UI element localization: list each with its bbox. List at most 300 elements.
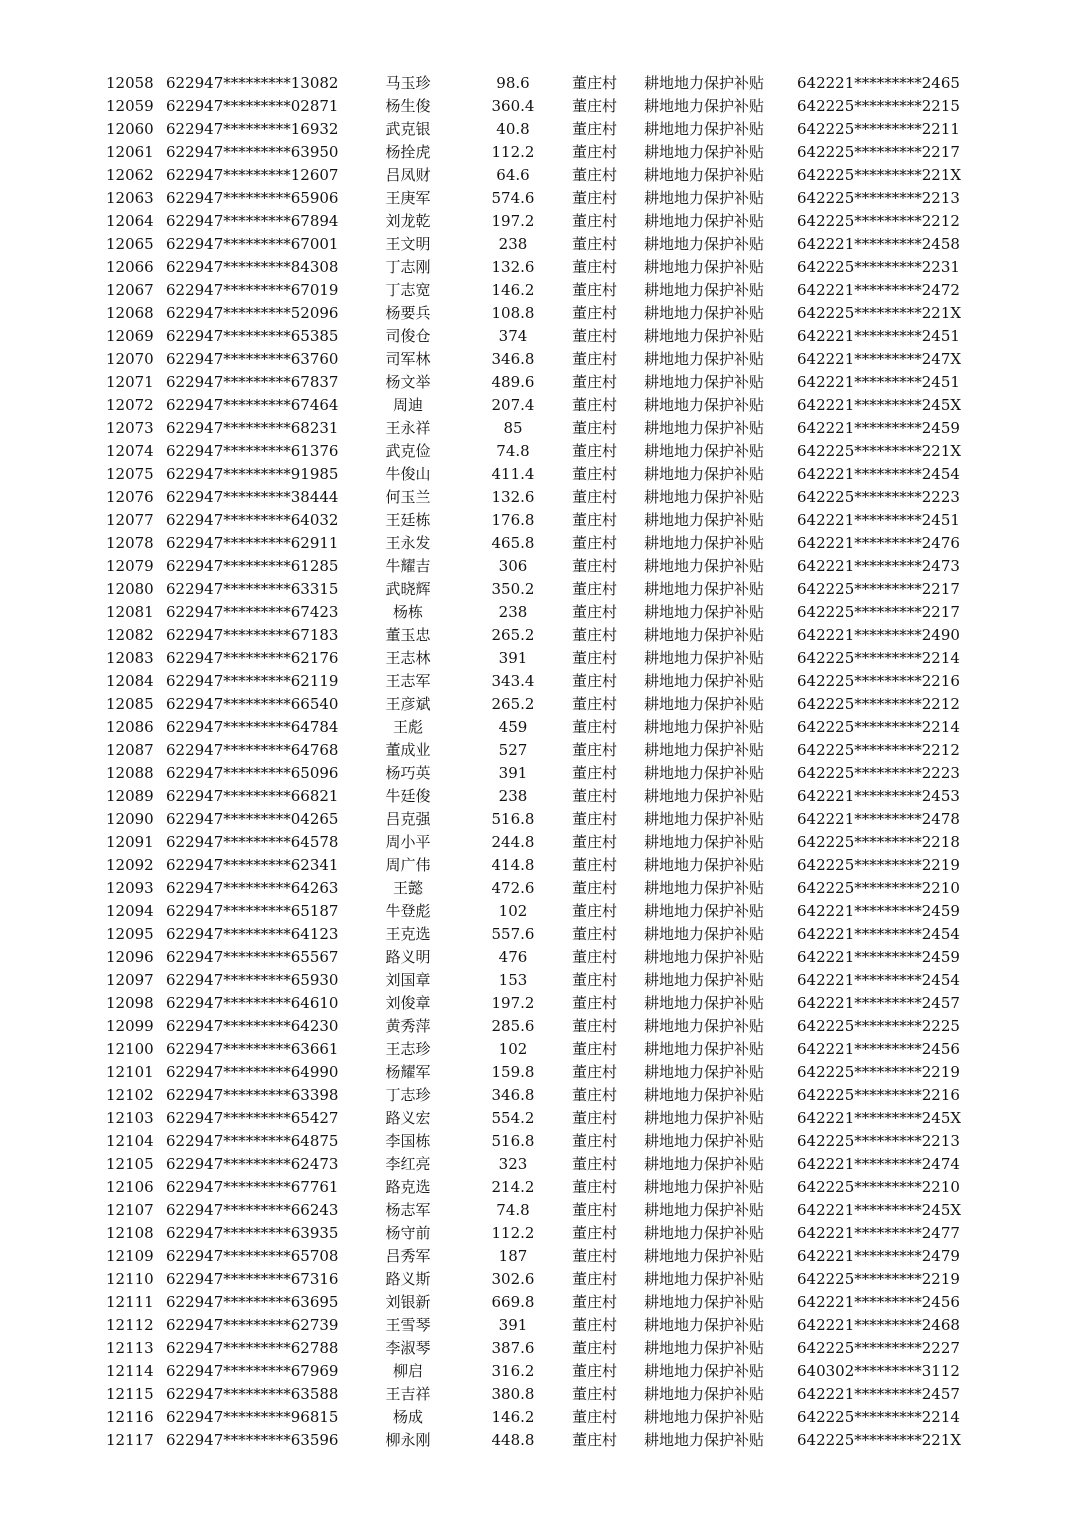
recipient-name: 牛俊山 [385,465,431,483]
table-row [0,578,1074,601]
id-card-number: 642221*********2479 [797,1247,960,1265]
subsidy-program: 耕地地力保护补贴 [644,74,765,92]
id-card-number: 642221*********2459 [797,948,960,966]
subsidy-program: 耕地地力保护补贴 [644,120,765,138]
bank-account-number: 622947*********63760 [166,350,339,368]
row-sequence-number: 12093 [106,879,154,897]
bank-account-number: 622947*********65906 [166,189,339,207]
bank-account-number: 622947*********61376 [166,442,339,460]
village-name: 董庄村 [572,1408,618,1426]
recipient-name: 李国栋 [385,1132,431,1150]
subsidy-amount: 516.8 [491,1132,535,1150]
id-card-number: 642225*********2212 [797,212,960,230]
row-sequence-number: 12111 [106,1293,154,1311]
table-row [0,210,1074,233]
village-name: 董庄村 [572,971,618,989]
village-name: 董庄村 [572,626,618,644]
subsidy-program: 耕地地力保护补贴 [644,1431,765,1449]
id-card-number: 642221*********2457 [797,994,960,1012]
subsidy-amount: 669.8 [491,1293,535,1311]
bank-account-number: 622947*********63315 [166,580,339,598]
subsidy-amount: 153 [498,971,528,989]
table-row [0,1038,1074,1061]
row-sequence-number: 12107 [106,1201,154,1219]
subsidy-program: 耕地地力保护补贴 [644,1385,765,1403]
subsidy-amount: 40.8 [496,120,530,138]
bank-account-number: 622947*********67761 [166,1178,339,1196]
table-row [0,624,1074,647]
id-card-number: 642225*********2210 [797,879,960,897]
recipient-name: 王志军 [385,672,431,690]
subsidy-amount: 285.6 [491,1017,535,1035]
subsidy-amount: 411.4 [491,465,535,483]
village-name: 董庄村 [572,350,618,368]
bank-account-number: 622947*********61285 [166,557,339,575]
table-row [0,877,1074,900]
row-sequence-number: 12080 [106,580,154,598]
id-card-number: 642221*********2458 [797,235,960,253]
bank-account-number: 622947*********66540 [166,695,339,713]
subsidy-program: 耕地地力保护补贴 [644,1017,765,1035]
subsidy-amount: 146.2 [491,281,535,299]
bank-account-number: 622947*********67837 [166,373,339,391]
bank-account-number: 622947*********63661 [166,1040,339,1058]
subsidy-amount: 102 [498,902,528,920]
subsidy-amount: 64.6 [496,166,530,184]
village-name: 董庄村 [572,396,618,414]
bank-account-number: 622947*********96815 [166,1408,339,1426]
subsidy-amount: 391 [498,649,528,667]
row-sequence-number: 12061 [106,143,154,161]
subsidy-amount: 238 [498,787,528,805]
subsidy-amount: 74.8 [496,1201,530,1219]
subsidy-amount: 302.6 [491,1270,535,1288]
subsidy-amount: 85 [503,419,523,437]
recipient-name: 武克银 [385,120,431,138]
recipient-name: 杨拴虎 [385,143,431,161]
row-sequence-number: 12114 [106,1362,154,1380]
village-name: 董庄村 [572,1017,618,1035]
bank-account-number: 622947*********65427 [166,1109,339,1127]
recipient-name: 周迪 [392,396,423,414]
id-card-number: 642221*********2456 [797,1040,960,1058]
subsidy-amount: 489.6 [491,373,535,391]
village-name: 董庄村 [572,327,618,345]
subsidy-amount: 187 [498,1247,528,1265]
subsidy-amount: 132.6 [491,488,535,506]
id-card-number: 642221*********2490 [797,626,960,644]
id-card-number: 642225*********221X [797,166,962,184]
recipient-name: 路义宏 [385,1109,431,1127]
id-card-number: 642221*********2451 [797,327,960,345]
subsidy-program: 耕地地力保护补贴 [644,396,765,414]
bank-account-number: 622947*********64032 [166,511,339,529]
subsidy-program: 耕地地力保护补贴 [644,166,765,184]
id-card-number: 642225*********221X [797,1431,962,1449]
bank-account-number: 622947*********65567 [166,948,339,966]
subsidy-program: 耕地地力保护补贴 [644,580,765,598]
table-row [0,923,1074,946]
recipient-name: 王永祥 [385,419,431,437]
village-name: 董庄村 [572,1086,618,1104]
village-name: 董庄村 [572,1178,618,1196]
id-card-number: 642225*********2217 [797,143,960,161]
table-row [0,1383,1074,1406]
village-name: 董庄村 [572,488,618,506]
village-name: 董庄村 [572,695,618,713]
bank-account-number: 622947*********63588 [166,1385,339,1403]
id-card-number: 642225*********2217 [797,580,960,598]
subsidy-amount: 112.2 [491,143,535,161]
id-card-number: 642221*********2454 [797,465,960,483]
subsidy-program: 耕地地力保护补贴 [644,557,765,575]
recipient-name: 吕克强 [385,810,431,828]
id-card-number: 642225*********2231 [797,258,960,276]
subsidy-amount: 414.8 [491,856,535,874]
row-sequence-number: 12085 [106,695,154,713]
recipient-name: 杨生俊 [385,97,431,115]
subsidy-amount: 238 [498,603,528,621]
subsidy-program: 耕地地力保护补贴 [644,879,765,897]
subsidy-program: 耕地地力保护补贴 [644,419,765,437]
table-row [0,647,1074,670]
subsidy-amount: 527 [498,741,528,759]
id-card-number: 642225*********2218 [797,833,960,851]
subsidy-program: 耕地地力保护补贴 [644,948,765,966]
recipient-name: 董成业 [385,741,431,759]
table-row [0,118,1074,141]
row-sequence-number: 12091 [106,833,154,851]
table-row [0,693,1074,716]
bank-account-number: 622947*********65187 [166,902,339,920]
id-card-number: 642225*********2227 [797,1339,960,1357]
id-card-number: 640302*********3112 [797,1362,960,1380]
table-row [0,739,1074,762]
subsidy-amount: 554.2 [491,1109,535,1127]
table-row [0,302,1074,325]
row-sequence-number: 12059 [106,97,154,115]
bank-account-number: 622947*********67001 [166,235,339,253]
id-card-number: 642225*********2216 [797,1086,960,1104]
id-card-number: 642221*********245X [797,1201,962,1219]
bank-account-number: 622947*********65096 [166,764,339,782]
bank-account-number: 622947*********62788 [166,1339,339,1357]
subsidy-amount: 238 [498,235,528,253]
row-sequence-number: 12090 [106,810,154,828]
recipient-name: 武晓辉 [385,580,431,598]
table-row [0,532,1074,555]
id-card-number: 642221*********2451 [797,373,960,391]
bank-account-number: 622947*********63398 [166,1086,339,1104]
subsidy-program: 耕地地力保护补贴 [644,1270,765,1288]
subsidy-amount: 391 [498,1316,528,1334]
recipient-name: 刘银新 [385,1293,431,1311]
village-name: 董庄村 [572,787,618,805]
id-card-number: 642221*********2457 [797,1385,960,1403]
subsidy-amount: 207.4 [491,396,535,414]
subsidy-amount: 74.8 [496,442,530,460]
recipient-name: 王彪 [392,718,423,736]
village-name: 董庄村 [572,994,618,1012]
subsidy-amount: 102 [498,1040,528,1058]
village-name: 董庄村 [572,580,618,598]
table-row [0,371,1074,394]
subsidy-program: 耕地地力保护补贴 [644,1224,765,1242]
village-name: 董庄村 [572,511,618,529]
recipient-name: 刘俊章 [385,994,431,1012]
recipient-name: 路克选 [385,1178,431,1196]
village-name: 董庄村 [572,948,618,966]
table-row [0,1153,1074,1176]
subsidy-program: 耕地地力保护补贴 [644,971,765,989]
row-sequence-number: 12072 [106,396,154,414]
table-row [0,1222,1074,1245]
id-card-number: 642225*********2212 [797,741,960,759]
village-name: 董庄村 [572,925,618,943]
table-row [0,233,1074,256]
subsidy-program: 耕地地力保护补贴 [644,833,765,851]
id-card-number: 642225*********221X [797,442,962,460]
village-name: 董庄村 [572,1362,618,1380]
bank-account-number: 622947*********63950 [166,143,339,161]
subsidy-program: 耕地地力保护补贴 [644,787,765,805]
subsidy-amount: 98.6 [496,74,530,92]
row-sequence-number: 12060 [106,120,154,138]
row-sequence-number: 12105 [106,1155,154,1173]
id-card-number: 642221*********247X [797,350,962,368]
id-card-number: 642221*********2474 [797,1155,960,1173]
recipient-name: 刘龙乾 [385,212,431,230]
bank-account-number: 622947*********62176 [166,649,339,667]
subsidy-program: 耕地地力保护补贴 [644,281,765,299]
table-row [0,716,1074,739]
bank-account-number: 622947*********67894 [166,212,339,230]
subsidy-program: 耕地地力保护补贴 [644,764,765,782]
village-name: 董庄村 [572,833,618,851]
subsidy-amount: 465.8 [491,534,535,552]
id-card-number: 642225*********2223 [797,764,960,782]
table-row [0,1337,1074,1360]
recipient-name: 李淑琴 [385,1339,431,1357]
id-card-number: 642225*********2225 [797,1017,960,1035]
table-row [0,601,1074,624]
row-sequence-number: 12113 [106,1339,154,1357]
id-card-number: 642221*********2465 [797,74,960,92]
recipient-name: 王吉祥 [385,1385,431,1403]
table-row [0,854,1074,877]
id-card-number: 642225*********2217 [797,603,960,621]
table-row [0,256,1074,279]
subsidy-program: 耕地地力保护补贴 [644,465,765,483]
bank-account-number: 622947*********65385 [166,327,339,345]
subsidy-program: 耕地地力保护补贴 [644,1178,765,1196]
table-row [0,808,1074,831]
bank-account-number: 622947*********67316 [166,1270,339,1288]
subsidy-amount: 472.6 [491,879,535,897]
subsidy-program: 耕地地力保护补贴 [644,649,765,667]
recipient-name: 王永发 [385,534,431,552]
subsidy-program: 耕地地力保护补贴 [644,1293,765,1311]
recipient-name: 黄秀萍 [385,1017,431,1035]
village-name: 董庄村 [572,465,618,483]
bank-account-number: 622947*********63695 [166,1293,339,1311]
bank-account-number: 622947*********62739 [166,1316,339,1334]
village-name: 董庄村 [572,902,618,920]
id-card-number: 642221*********2473 [797,557,960,575]
village-name: 董庄村 [572,1247,618,1265]
bank-account-number: 622947*********62341 [166,856,339,874]
row-sequence-number: 12078 [106,534,154,552]
recipient-name: 司俊仓 [385,327,431,345]
row-sequence-number: 12086 [106,718,154,736]
bank-account-number: 622947*********13082 [166,74,339,92]
row-sequence-number: 12070 [106,350,154,368]
subsidy-amount: 387.6 [491,1339,535,1357]
id-card-number: 642225*********2213 [797,189,960,207]
recipient-name: 吕凤财 [385,166,431,184]
id-card-number: 642221*********2454 [797,971,960,989]
id-card-number: 642225*********2223 [797,488,960,506]
id-card-number: 642225*********2214 [797,649,960,667]
bank-account-number: 622947*********67464 [166,396,339,414]
village-name: 董庄村 [572,97,618,115]
subsidy-program: 耕地地力保护补贴 [644,695,765,713]
bank-account-number: 622947*********84308 [166,258,339,276]
row-sequence-number: 12084 [106,672,154,690]
subsidy-amount: 197.2 [491,212,535,230]
subsidy-program: 耕地地力保护补贴 [644,994,765,1012]
bank-account-number: 622947*********91985 [166,465,339,483]
subsidy-amount: 374 [498,327,528,345]
subsidy-program: 耕地地力保护补贴 [644,810,765,828]
bank-account-number: 622947*********64610 [166,994,339,1012]
subsidy-amount: 516.8 [491,810,535,828]
recipient-name: 王文明 [385,235,431,253]
village-name: 董庄村 [572,373,618,391]
subsidy-program: 耕地地力保护补贴 [644,304,765,322]
table-row [0,325,1074,348]
id-card-number: 642221*********2476 [797,534,960,552]
recipient-name: 杨耀军 [385,1063,431,1081]
row-sequence-number: 12066 [106,258,154,276]
row-sequence-number: 12102 [106,1086,154,1104]
subsidy-amount: 265.2 [491,626,535,644]
subsidy-program: 耕地地力保护补贴 [644,1408,765,1426]
village-name: 董庄村 [572,419,618,437]
recipient-name: 马玉珍 [385,74,431,92]
id-card-number: 642221*********2472 [797,281,960,299]
table-row [0,187,1074,210]
recipient-name: 丁志刚 [385,258,431,276]
table-row [0,670,1074,693]
bank-account-number: 622947*********64123 [166,925,339,943]
recipient-name: 武克俭 [385,442,431,460]
row-sequence-number: 12063 [106,189,154,207]
bank-account-number: 622947*********64784 [166,718,339,736]
table-row [0,348,1074,371]
subsidy-amount: 176.8 [491,511,535,529]
village-name: 董庄村 [572,1109,618,1127]
recipient-name: 董玉忠 [385,626,431,644]
subsidy-program: 耕地地力保护补贴 [644,143,765,161]
row-sequence-number: 12116 [106,1408,154,1426]
row-sequence-number: 12096 [106,948,154,966]
table-row [0,1268,1074,1291]
subsidy-amount: 346.8 [491,350,535,368]
village-name: 董庄村 [572,1155,618,1173]
id-card-number: 642225*********2211 [797,120,960,138]
subsidy-program: 耕地地力保护补贴 [644,1063,765,1081]
recipient-name: 王克选 [385,925,431,943]
table-row [0,164,1074,187]
row-sequence-number: 12068 [106,304,154,322]
table-row [0,72,1074,95]
recipient-name: 王志林 [385,649,431,667]
subsidy-amount: 459 [498,718,528,736]
village-name: 董庄村 [572,1339,618,1357]
village-name: 董庄村 [572,649,618,667]
subsidy-amount: 574.6 [491,189,535,207]
subsidy-amount: 108.8 [491,304,535,322]
village-name: 董庄村 [572,1132,618,1150]
row-sequence-number: 12109 [106,1247,154,1265]
recipient-name: 杨志军 [385,1201,431,1219]
table-row [0,1061,1074,1084]
recipient-name: 路义斯 [385,1270,431,1288]
recipient-name: 周广伟 [385,856,431,874]
table-row [0,992,1074,1015]
row-sequence-number: 12108 [106,1224,154,1242]
row-sequence-number: 12074 [106,442,154,460]
recipient-name: 柳启 [392,1362,423,1380]
subsidy-program: 耕地地力保护补贴 [644,97,765,115]
subsidy-program: 耕地地力保护补贴 [644,1201,765,1219]
row-sequence-number: 12083 [106,649,154,667]
row-sequence-number: 12079 [106,557,154,575]
recipient-name: 王彦斌 [385,695,431,713]
id-card-number: 642225*********2213 [797,1132,960,1150]
table-row [0,279,1074,302]
subsidy-amount: 323 [498,1155,528,1173]
village-name: 董庄村 [572,1224,618,1242]
recipient-name: 王庚军 [385,189,431,207]
row-sequence-number: 12077 [106,511,154,529]
recipient-name: 杨巧英 [385,764,431,782]
subsidy-amount: 244.8 [491,833,535,851]
recipient-name: 刘国章 [385,971,431,989]
village-name: 董庄村 [572,189,618,207]
bank-account-number: 622947*********62119 [166,672,339,690]
id-card-number: 642221*********2459 [797,419,960,437]
table-row [0,831,1074,854]
row-sequence-number: 12092 [106,856,154,874]
id-card-number: 642225*********2214 [797,718,960,736]
bank-account-number: 622947*********67423 [166,603,339,621]
table-row [0,969,1074,992]
table-row [0,900,1074,923]
subsidy-amount: 306 [498,557,528,575]
subsidy-program: 耕地地力保护补贴 [644,189,765,207]
recipient-name: 吕秀军 [385,1247,431,1265]
village-name: 董庄村 [572,718,618,736]
row-sequence-number: 12103 [106,1109,154,1127]
bank-account-number: 622947*********02871 [166,97,339,115]
recipient-name: 王雪琴 [385,1316,431,1334]
id-card-number: 642225*********2214 [797,1408,960,1426]
village-name: 董庄村 [572,1270,618,1288]
table-row [0,1084,1074,1107]
recipient-name: 周小平 [385,833,431,851]
